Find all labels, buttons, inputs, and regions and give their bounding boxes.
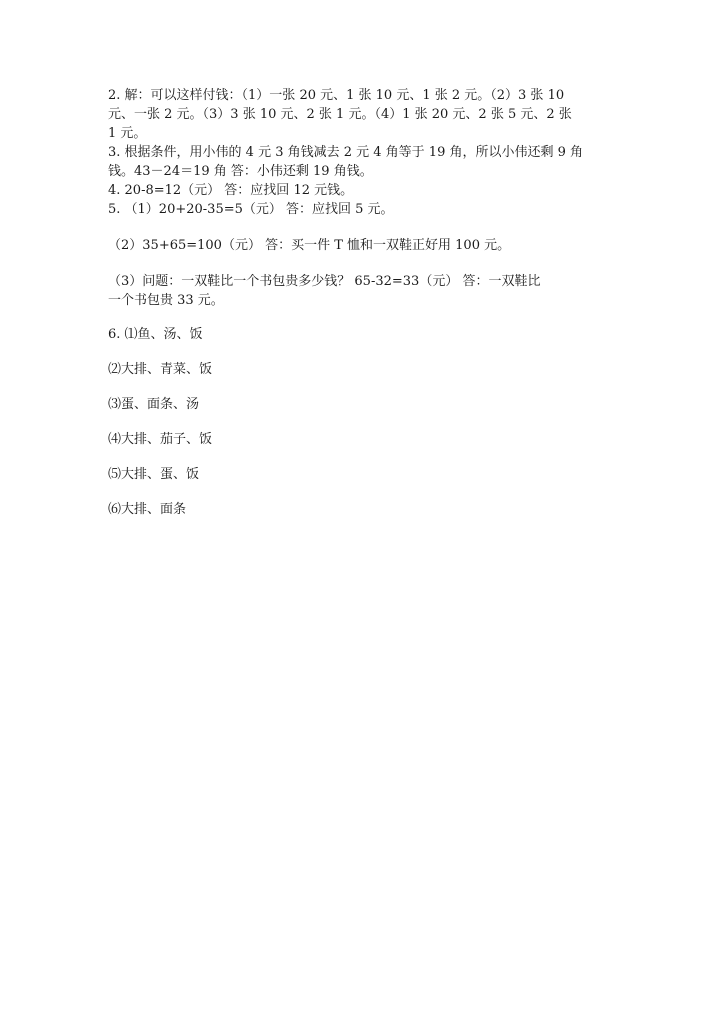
answer-6-item-1: 6. ⑴鱼、汤、饭 — [108, 327, 203, 342]
answer-2-line-3: 1 元。 — [108, 126, 147, 141]
answer-3 — [108, 143, 608, 181]
answer-6-item-4: ⑷大排、茄子、饭 — [108, 432, 213, 447]
answer-6-item-6: ⑹大排、面条 — [108, 502, 187, 517]
answer-5 — [108, 200, 608, 310]
answer-2-line-1: 2. 解：可以这样付钱：（1）一张 20 元、1 张 10 元、1 张 2 元。（2）3 张 10 — [108, 88, 565, 103]
answer-6 — [108, 325, 608, 519]
answer-2-line-2: 元、一张 2 元。（3）3 张 10 元、2 张 1 元。（4）1 张 20 元、2 张 5 元、2 张 — [108, 107, 572, 122]
answer-5-part-3-line-2: 一个书包贵 33 元。 — [108, 293, 224, 308]
answer-content — [108, 86, 608, 519]
answer-4-line: 4. 20-8=12（元） 答：应找回 12 元钱。 — [108, 183, 354, 198]
answer-3-line-2: 钱。43－24＝19 角 答：小伟还剩 19 角钱。 — [108, 164, 373, 179]
answer-6-item-5: ⑸大排、蛋、饭 — [108, 467, 200, 482]
answer-2 — [108, 86, 608, 143]
answer-3-line-1: 3. 根据条件，用小伟的 4 元 3 角钱减去 2 元 4 角等于 19 角，所以小伟还剩 9 角 — [108, 145, 584, 160]
answer-6-item-2: ⑵大排、青菜、饭 — [108, 362, 213, 377]
answer-6-item-3: ⑶蛋、面条、汤 — [108, 397, 200, 412]
answer-5-part-1: 5. （1）20+20-35=5（元） 答：应找回 5 元。 — [108, 202, 394, 217]
answer-5-part-3-line-1: （3）问题：一双鞋比一个书包贵多少钱？ 65-32=33（元） 答：一双鞋比 — [108, 274, 541, 289]
answer-4 — [108, 181, 608, 200]
answer-5-part-2: （2）35+65=100（元） 答：买一件 T 恤和一双鞋正好用 100 元。 — [108, 238, 511, 253]
